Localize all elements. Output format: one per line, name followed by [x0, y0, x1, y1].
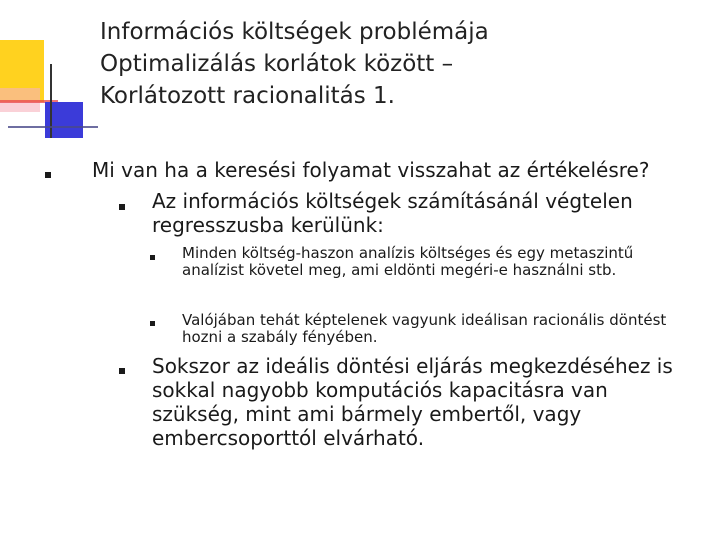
title-line-1: Információs költségek problémája — [100, 19, 489, 45]
bullet-level2-text: Sokszor az ideális döntési eljárás megkezdéséhez is sokkal nagyobb komputációs kapacitásra van szükség, mint ami bármely embertől, vagy embercsoporttól elvárható. — [152, 354, 673, 450]
bullet-level2-text: Az információs költségek számításánál végtelen regresszusba kerülünk: — [152, 189, 633, 237]
bullet-square-icon — [119, 368, 125, 374]
bullet-square-icon — [119, 204, 125, 210]
title-line-3: Korlátozott racionalitás 1. — [100, 83, 395, 109]
bullet-level3-text: Minden költség-haszon analízis költséges és egy metaszintű analízist követel meg, ami eldönti megéri-e használni stb. — [182, 244, 634, 279]
title-line-2: Optimalizálás korlátok között – — [100, 51, 454, 77]
bullet-level3-text: Valójában tehát képtelenek vagyunk ideálisan racionális döntést hozni a szabály fényében. — [182, 311, 667, 346]
bullet-square-icon — [150, 321, 155, 326]
bullet-square-icon — [45, 172, 51, 178]
bullet-square-icon — [150, 255, 155, 260]
bullet-level1-text: Mi van ha a keresési folyamat visszahat az értékelésre? — [92, 158, 650, 182]
